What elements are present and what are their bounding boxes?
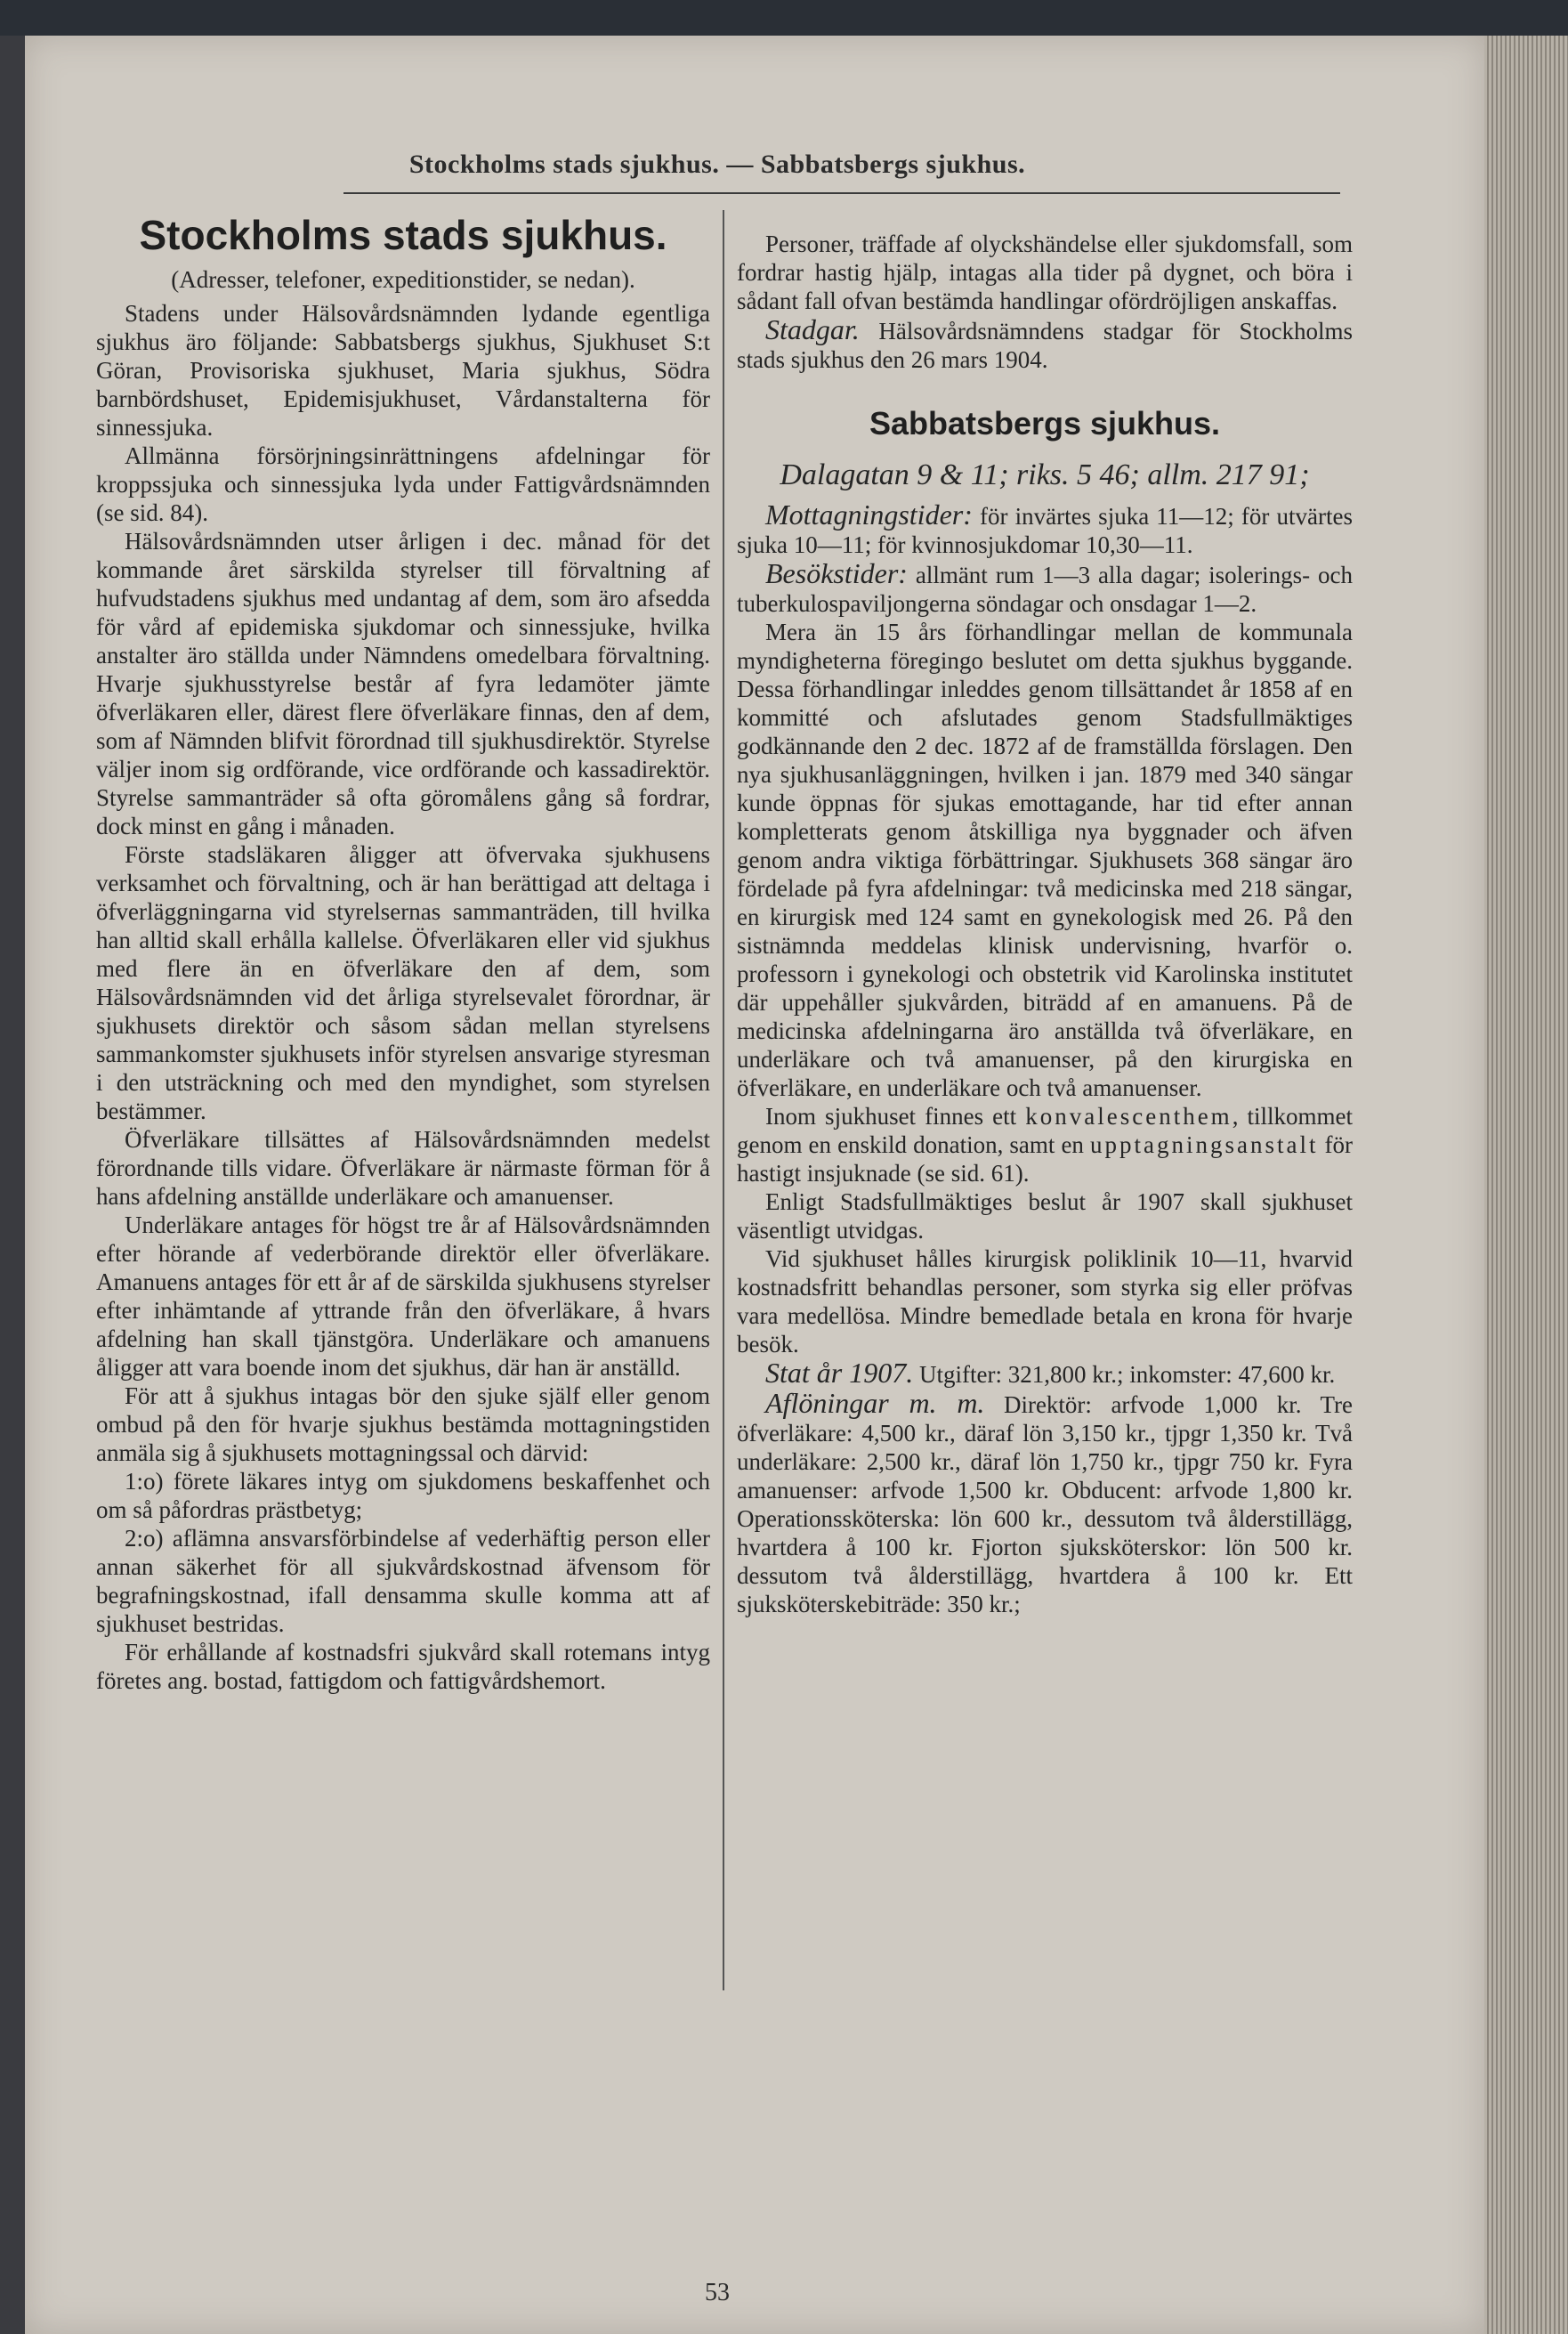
section-subtitle: (Adresser, telefoner, expeditionstider, se nedan). (171, 266, 635, 293)
aflOningar-label: Aflöningar m. m. (765, 1387, 985, 1419)
page-edges (1484, 36, 1568, 2334)
besok-text: allmänt rum 1—3 alla dagar; isolerings- och tuberkulospaviljongerna söndagar och onsdagar 1—2. (737, 562, 1353, 617)
spaced-term: konvalescenthem (1025, 1103, 1233, 1130)
paragraph: Mera än 15 års förhandlingar mellan de kommunala myndigheterna föregingo beslutet om detta sjukhus byggande. Dessa förhandlingar inleddes genom tillsättandet år 1858 af en kommitté och afslutades genom Stadsfullmäktiges godkännande den 2 dec. 1872 af de framställda förslagen. Den nya sjukhusanläggningen, hvilken i jan. 1879 med 340 sängar kunde öppnas för sjukas emottagande, har tid efter annan kompletterats genom åtskilliga nya byggnader och äfven genom andra viktiga förbättringar. Sjukhusets 368 sängar äro fördelade på fyra afdelningar: två medicinska med 218 sängar, en kirurgisk med 124 samt en gynekologisk med 26. På den sistnämnda meddelas klinisk undervisning, hvarför o. professorn i gynekologi och obstetrik vid Karolinska institutet där uppehåller sjukvården, biträdd af en amanuens. På de medicinska afdelningarna äro anställda två öfverläkare, en underläkare och två amanuenser, på den kirurgiska en öfverläkare, en underläkare och två amanuenser. (737, 619, 1353, 1101)
book-page (25, 36, 1484, 2334)
stat-label: Stat år 1907. (765, 1357, 914, 1389)
section-title-stockholm: Stockholms stads sjukhus. (139, 212, 667, 258)
mottagning-label: Mottagningstider: (765, 498, 973, 531)
right-column (737, 230, 1353, 1618)
paragraph: Enligt Stadsfullmäktiges beslut år 1907 skall sjukhuset väsentligt utvidgas. (737, 1188, 1353, 1244)
aflOningar-text: Direktör: arfvode 1,000 kr. Tre öfverläkare: 4,500 kr., däraf lön 3,150 kr., tjpgr 1,350 kr. Två underläkare: 2,500 kr., däraf lön 1,750 kr., tjpgr 750 kr. Fyra amanuenser: arfvode 1,500 kr. Obducent: arfvode 1,800 kr. Operationssköterska: lön 600 kr., dessutom två ålderstillägg, hvartdera å 100 kr. Fjorton sjuksköterskor: lön 500 kr. dessutom två ålderstillägg, hvartdera å 100 kr. Ett sjuksköterskebiträde: 350 kr.; (737, 1391, 1354, 1617)
header-rule (344, 192, 1340, 194)
scan-border-top (0, 0, 1568, 36)
address-line: Dalagatan 9 & 11; riks. 5 46; allm. 217 91; (780, 458, 1310, 491)
left-column (96, 210, 710, 1695)
text-run: , tillkommet genom en enskild donation, samt en (737, 1103, 1354, 1158)
besok-label: Besökstider: (765, 557, 908, 589)
spaced-term: upptagningsanstalt (1089, 1131, 1319, 1158)
paragraph: Allmänna försörjningsinrättningens afdelningar för kroppssjuka och sinnessjuka lyda under Fattigvårdsnämnden (se sid. 84). (96, 442, 710, 526)
paragraph-besok (737, 559, 1353, 618)
scan-border-left (0, 36, 25, 2334)
paragraph: Underläkare antages för högst tre år af Hälsovårdsnämnden efter hörande af vederbörande direktör eller öfverläkare. Amanuens antages för ett år af de särskilda sjukhusens styrelser efter inhämtande af yttrande från den öfverläkare, å hvars afdelning han skall tjänstgöra. Underläkare och amanuens åligger att vara boende inom det sjukhus, där han är anställd. (96, 1212, 710, 1381)
list-item: 1:o) förete läkares intyg om sjukdomens beskaffenhet och om så påfordras prästbetyg; (96, 1468, 710, 1523)
column-divider (723, 210, 724, 1990)
page-number: 53 (705, 2279, 730, 2306)
section-title-sabbatsberg: Sabbatsbergs sjukhus. (869, 405, 1221, 442)
paragraph: För erhållande af kostnadsfri sjukvård skall rotemans intyg företes ang. bostad, fattigdom och fattigvårdshemort. (96, 1639, 710, 1694)
stat-text: Utgifter: 321,800 kr.; inkomster: 47,600 kr. (913, 1361, 1336, 1388)
stadgar-label: Stadgar. (765, 313, 860, 345)
paragraph: Stadens under Hälsovårdsnämnden lydande egentliga sjukhus äro följande: Sabbatsbergs sjukhus, Sjukhuset S:t Göran, Provisoriska sjukhuset, Maria sjukhus, Södra barnbördshuset, Epidemisjukhuset, Vårdanstalterna för sinnessjuka. (96, 300, 710, 441)
paragraph: Förste stadsläkaren åligger att öfvervaka sjukhusens verksamhet och förvaltning, och är han berättigad att deltaga i öfverläggningarna vid styrelsernas sammanträden, till hvilka han alltid skall erhålla kallelse. Öfverläkaren eller vid sjukhus med flere än en öfverläkare den af dem, som Hälsovårdsnämnden vid det årliga styrelsevalet förordnar, är sjukhusets direktör och såsom sådan mellan styrelsens sammankomster sjukhusets inför styrelsen ansvarige styresman i den utsträckning och med den myndighet, som styrelsen bestämmer. (96, 841, 710, 1124)
paragraph: Vid sjukhuset hålles kirurgisk poliklinik 10—11, hvarvid kostnadsfritt behandlas personer, som styrka sig eller pröfvas vara medellösa. Mindre bemedlade betala en krona för hvarje besök. (737, 1245, 1353, 1357)
paragraph: Personer, träffade af olyckshändelse eller sjukdomsfall, som fordrar hastig hjälp, intagas alla tider på dygnet, och böra i sådant fall ofvan bestämda handlingar ofördröjligen anskaffas. (737, 231, 1353, 314)
paragraph-aflOningar (737, 1389, 1353, 1618)
paragraph: För att å sjukhus intagas bör den sjuke själf eller genom ombud på den för hvarje sjukhus bestämda mottagningstiden anmäla sig å sjukhusets mottagningssal och därvid: (96, 1382, 710, 1466)
paragraph: Öfverläkare tillsättes af Hälsovårdsnämnden medelst förordnande tills vidare. Öfverläkare är närmaste förman för å hans afdelning anställde underläkare och amanuenser. (96, 1126, 710, 1210)
running-head: Stockholms stads sjukhus. — Sabbatsbergs sjukhus. (408, 150, 1026, 179)
list-item: 2:o) aflämna ansvarsförbindelse af vederhäftig person eller annan säkerhet för all sjukvårdskostnad äfvensom för begrafningskostnad, ifall densamma skulle komma att af sjukhuset bestridas. (96, 1525, 710, 1637)
paragraph-konvalescent (737, 1102, 1353, 1187)
paragraph-stat (737, 1358, 1353, 1389)
mottagning-text: för invärtes sjuka 11—12; för utvärtes sjuka 10—11; för kvinnosjukdomar 10,30—11. (737, 503, 1353, 558)
text-run: för hastigt insjuknade (se sid. 61). (737, 1131, 1354, 1187)
text-run: Inom sjukhuset finnes ett (765, 1103, 1026, 1130)
stadgar-text: Hälsovårdsnämndens stadgar för Stockholms stads sjukhus den 26 mars 1904. (737, 318, 1353, 373)
paragraph: Hälsovårdsnämnden utser årligen i dec. månad för det kommande året särskilda styrelser till förvaltning af hufvudstadens sjukhus med undantag af dem, som äro afsedda för vård af epidemiska sjukdomar och sinnessjuke, hvilka anstalter äro ställda under Nämndens omedelbara förvaltning. Hvarje sjukhusstyrelse består af fyra ledamöter jämte öfverläkaren eller, därest flere öfverläkare finnas, den af dem, som af Nämnden blifvit förordnad till sjukhusdirektör. Styrelse väljer inom sig ordförande, vice ordförande och kassadirektör. Styrelse sammanträder så ofta göromålens gång så fordrar, dock minst en gång i månaden. (96, 528, 710, 839)
paragraph-stadgar (737, 315, 1353, 374)
paragraph-mottagning (737, 500, 1353, 559)
